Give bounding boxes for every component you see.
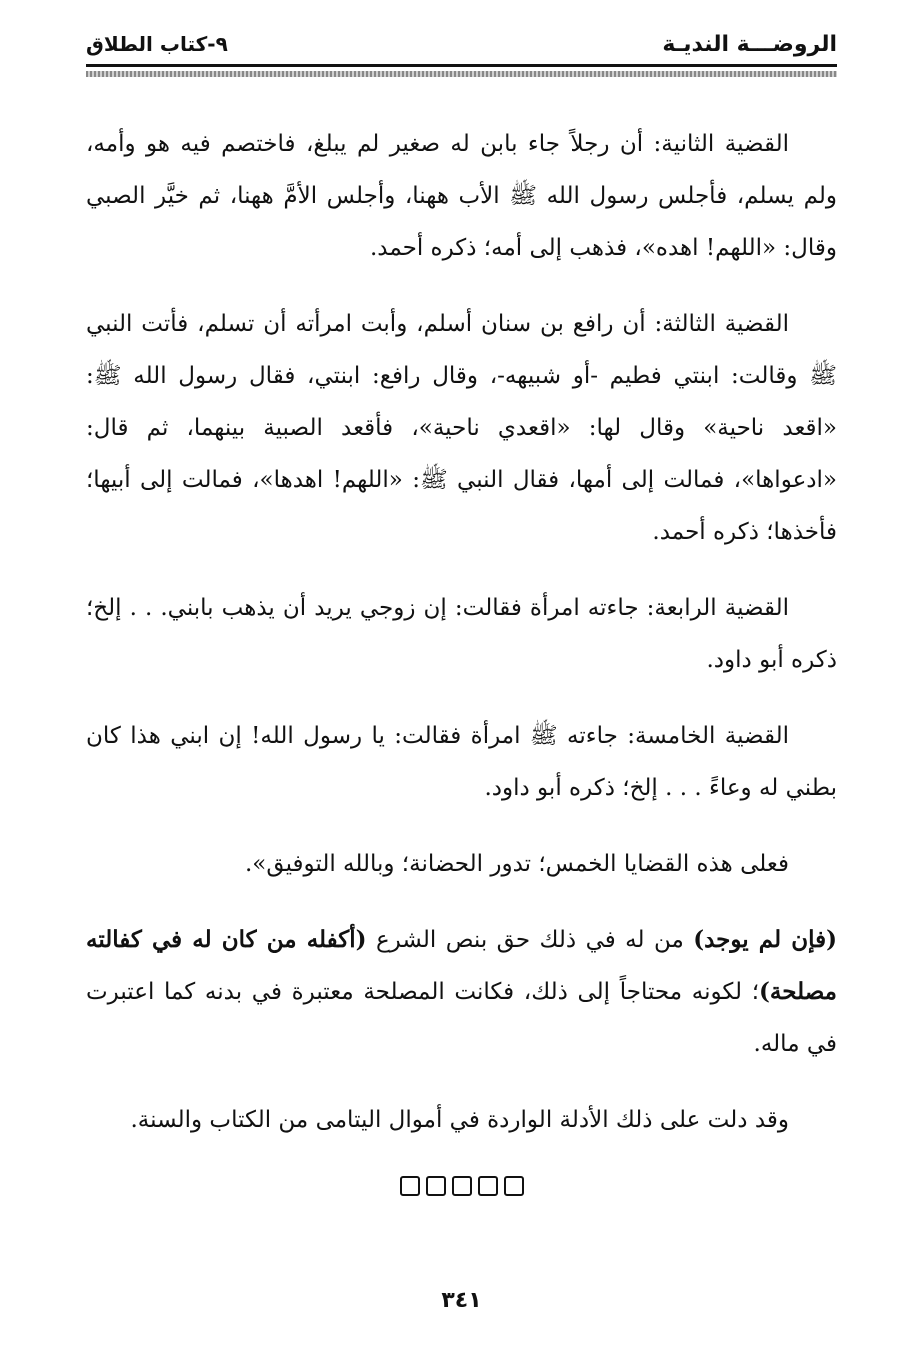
paragraph-case-five: القضية الخامسة: جاءته ﷺ امرأة فقالت: يا رسول الله! إن ابني هذا كان بطني له وعاءً . . . إلخ؛ ذكره أبو داود.	[86, 723, 837, 801]
paragraph-case-four: القضية الرابعة: جاءته امرأة فقالت: إن زوجي يريد أن يذهب بابني. . . إلخ؛ ذكره أبو داود.	[86, 595, 837, 673]
separator-box	[426, 1176, 446, 1196]
separator-box	[504, 1176, 524, 1196]
bold-phrase-if-none: (فإن لم يوجد)	[693, 926, 838, 953]
paragraph-evidence: وقد دلت على ذلك الأدلة الواردة في أموال اليتامى من الكتاب والسنة.	[130, 1107, 789, 1133]
paragraph-guardianship	[86, 914, 837, 1070]
separator-box	[400, 1176, 420, 1196]
running-header	[86, 28, 837, 64]
paragraph-case-two: القضية الثانية: أن رجلاً جاء بابن له صغير لم يبلغ، فاختصم فيه هو وأمه، ولم يسلم، فأجلس رسول الله ﷺ الأب ههنا، وأجلس الأمَّ ههنا، ثم خيَّر الصبي وقال: «اللهم! اهده»، فذهب إلى أمه؛ ذكره أحمد.	[86, 131, 837, 261]
plain-phrase-reason: ؛ لكونه محتاجاً إلى ذلك، فكانت المصلحة معتبرة في بدنه كما اعتبرت في ماله.	[86, 979, 837, 1057]
page-number: ٣٤١	[441, 1288, 482, 1313]
chapter-title: ٩-كتاب الطلاق	[86, 32, 228, 56]
book-title: الروضـــة النديـة	[662, 32, 837, 57]
paragraph-case-three: القضية الثالثة: أن رافع بن سنان أسلم، وأبت امرأته أن تسلم، فأتت النبي ﷺ وقالت: ابنتي فطيم -أو شبيهه-، وقال رافع: ابنتي، فقال رسول الله ﷺ: «اقعد ناحية» وقال لها: «اقعدي ناحية»، فأقعد الصبية بينهما، ثم قال: «ادعواها»، فمالت إلى أمها، فقال النبي ﷺ: «اللهم! اهدها»، فمالت إلى أبيها؛ فأخذها؛ ذكره أحمد.	[86, 311, 837, 545]
separator-box	[452, 1176, 472, 1196]
plain-phrase: من له في ذلك حق بنص الشرع	[366, 927, 694, 953]
body-text	[86, 118, 837, 1170]
section-separator	[0, 1176, 923, 1196]
bold-phrase-guardian: (أكفله من كان له في كفالته مصلحة)	[86, 926, 837, 1005]
separator-box	[478, 1176, 498, 1196]
paragraph-conclusion: فعلى هذه القضايا الخمس؛ تدور الحضانة؛ وبالله التوفيق».	[245, 851, 789, 877]
header-rule	[86, 64, 837, 67]
header-rule-pattern	[86, 71, 837, 77]
